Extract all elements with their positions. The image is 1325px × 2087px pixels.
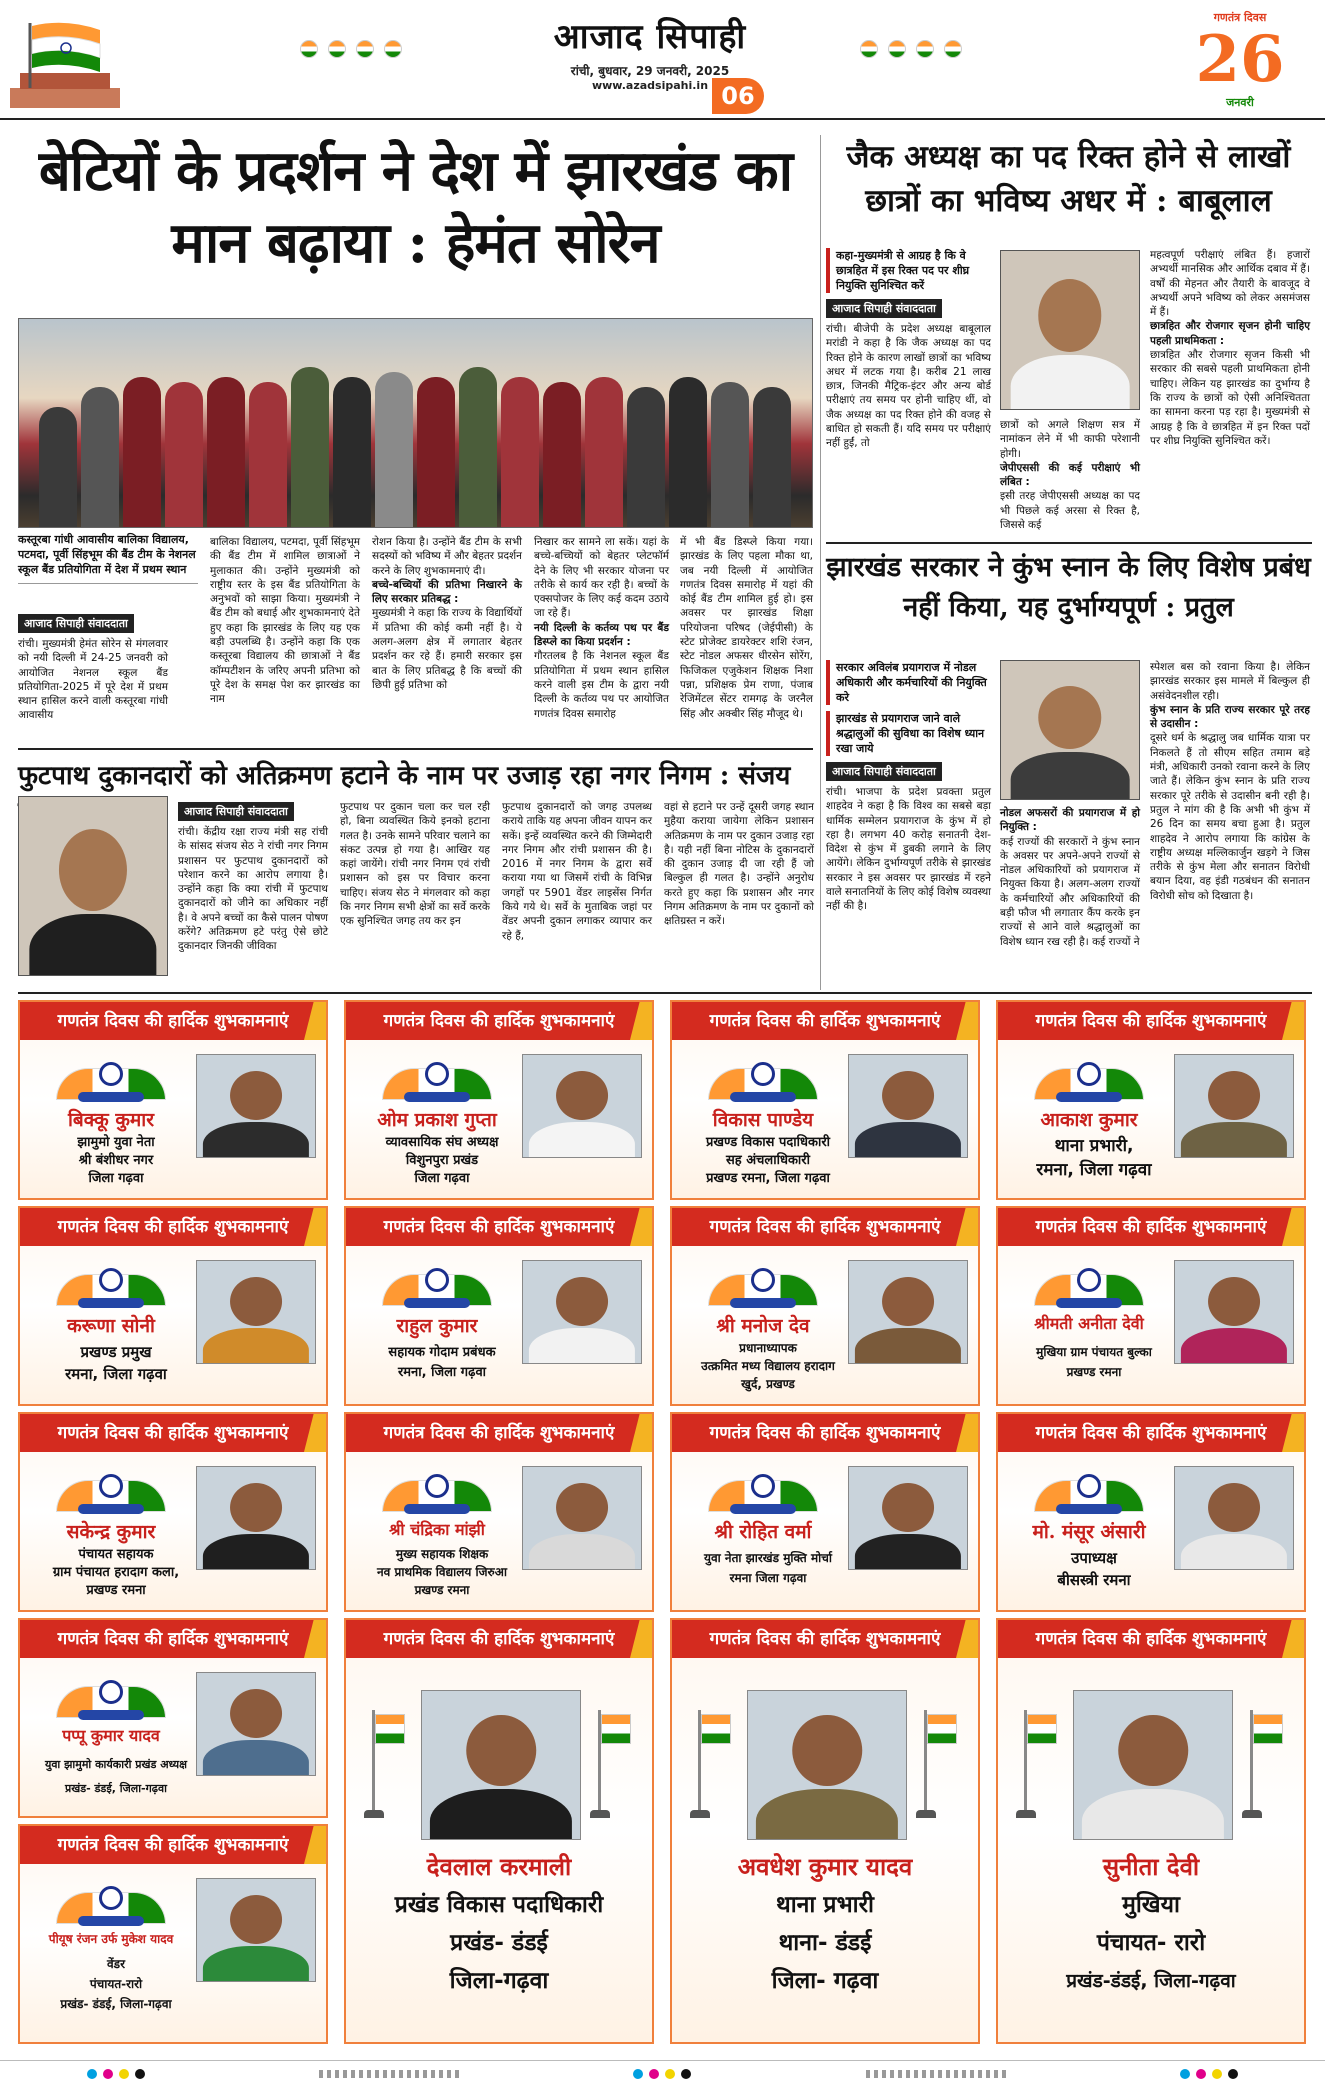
pratul-subhead-1: नोडल अफसरों की प्रयागराज में हो नियुक्ति : (1000, 807, 1140, 834)
lead-text-3a: रोशन किया है। उन्होंने बैंड टीम के सभी सदस्यों को भविष्य में और बेहतर प्रदर्शन करने के लिए शुभकामनाएं दी। (372, 536, 522, 577)
lead-byline: आजाद सिपाही संवाददाता (18, 614, 134, 633)
person-title: पंचायत-रारो (89, 1977, 143, 1991)
section-divider (826, 542, 1312, 544)
sanjay-column-3 (502, 800, 652, 943)
page-number: 06 (712, 78, 764, 114)
greeting-header: गणतंत्र दिवस की हार्दिक शुभकामनाएं (20, 1620, 326, 1658)
lead-text-3b: मुख्यमंत्री ने कहा कि राज्य के विद्यार्थियों में प्रतिभा की कोई कमी नहीं है। ये अलग-अलग क्षेत्र में लगातार बेहतर प्रदर्शन कर रहे हैं। हमारी सरकार इस बात के लिए प्रतिबद्ध है कि बच्चों की छिपी हुई प्रतिभा को (372, 607, 522, 691)
person-title: नव प्राथमिक विद्यालय जिरुआ (377, 1565, 507, 1579)
lead-subhead-2: नयी दिल्ली के कर्तव्य पथ पर बैंड डिस्प्ले का किया प्रदर्शन : (534, 621, 669, 649)
india-flag-icon (920, 1710, 958, 1820)
person-photo (522, 1054, 642, 1158)
happy-republic-day-logo-icon (708, 1262, 818, 1308)
greeting-header: गणतंत्र दिवस की हार्दिक शुभकामनाएं (672, 1002, 978, 1040)
pratul-text-1: रांची। भाजपा के प्रदेश प्रवक्ता प्रतुल शाहदेव ने कहा है कि विश्व का सबसे बड़ा धार्मिक सम्मेलन प्रयागराज के कुंभ में हो रहा है। लगभग 40 करोड़ सनातनी देश-विदेश से कुंभ में डुबकी लगाने के लिए आयेंगे। लेकिन दुर्भाग्यपूर्ण तरीके से झारखंड सरकार ने इस अवसर पर झारखंड में रहने वाले सनातनियों के लिए कोई विशेष व्यवस्था नहीं की है। (826, 786, 991, 913)
lead-column-2 (210, 535, 360, 707)
sanjay-byline: आजाद सिपाही संवाददाता (178, 802, 294, 821)
pratul-column-3 (1150, 660, 1310, 903)
person-title: रमना जिला गढ़वा (729, 1571, 807, 1585)
sanjay-text-2: फुटपाथ पर दुकान चला कर चल रही हो, बिना व्यवस्थित किये इनको हटाना गलत है। उनके सामने परिवार चलाने का संकट उत्पन्न हो गया है। आखिर यह कहां जायेंगे। रांची नगर निगम एवं रांची प्रशासन को इस पर विचार करना चाहिए। संजय सेठ ने मंगलवार को कहा कि नगर निगम सभी क्षेत्रों का सर्वे करके एक सुनिश्चित जगह तय कर इन (340, 801, 490, 928)
lead-column-3 (372, 535, 522, 692)
greeting-header: गणतंत्र दिवस की हार्दिक शुभकामनाएं (346, 1414, 652, 1452)
person-photo (1174, 1054, 1294, 1158)
ads-divider (18, 992, 1312, 994)
happy-republic-day-logo-icon (1034, 1468, 1144, 1514)
greeting-ad[interactable] (670, 1000, 980, 1200)
badge-number: 26 (1195, 22, 1285, 97)
india-flag-icon (694, 1710, 732, 1820)
babulal-column-3 (1150, 248, 1310, 448)
lead-column-4 (534, 535, 669, 721)
person-title: प्रखण्ड रमना, जिला गढ़वा (706, 1171, 830, 1186)
greeting-ad[interactable] (344, 1412, 654, 1612)
person-photo (196, 1054, 316, 1158)
person-photo (196, 1260, 316, 1364)
newspaper-title: आजाद सिपाही (553, 17, 747, 57)
person-title: रमना, जिला गढ़वा (397, 1365, 487, 1380)
lead-column-5 (680, 535, 813, 721)
happy-republic-day-logo-icon (1034, 1056, 1144, 1102)
india-flag-icon (1246, 1710, 1284, 1820)
masthead (0, 0, 1325, 120)
person-title: प्रखंड-डंडई, जिला-गढ़वा (1066, 1970, 1236, 1992)
column-divider (820, 135, 821, 990)
person-title: उपाध्यक्ष (1071, 1549, 1117, 1567)
happy-republic-day-logo-icon (56, 1674, 166, 1720)
person-title: जिला गढ़वा (88, 1171, 144, 1186)
sanjay-text-4: वहां से हटाने पर उन्हें दूसरी जगह स्थान मुहैया कराया जायेगा लेकिन प्रशासन अतिक्रमण के नाम पर दुकान उजाड़ रहा है। यही नहीं बिना नोटिस के दुकानदारों की दुकान उजाड़ दी जा रही हैं जो बिल्कुल ही गलत है। उन्होंने अनुरोध करते हुए कहा कि प्रशासन और नगर निगम अतिक्रमण के नाम पर दुकानों को क्षतिग्रस्त न करें। (664, 801, 814, 928)
lead-text-1: रांची। मुख्यमंत्री हेमंत सोरेन से मंगलवार को नयी दिल्ली में 24-25 जनवरी को आयोजित नेशनल स्कूल बैंड प्रतियोगिता-2025 में पूरे देश में प्रथम स्थान हासिल करने वाली कस्तूरबा गांधी आवासीय (18, 638, 168, 722)
person-photo (196, 1672, 316, 1776)
babulal-text-3: महत्वपूर्ण परीक्षाएं लंबित हैं। हजारों अभ्यर्थी मानसिक और आर्थिक दबाव में हैं। वर्षों की मेहनत और तैयारी के बावजूद वे अभ्यर्थी अपने भविष्य को लेकर असमंजस में हैं। (1150, 249, 1310, 319)
lead-subhead-1: बच्चे-बच्चियों की प्रतिभा निखारने के लिए सरकार प्रतिबद्ध : (372, 578, 522, 606)
person-name: सुनीता देवी (1102, 1852, 1200, 1881)
babulal-text-3b: छात्रहित और रोजगार सृजन किसी भी सरकार की सबसे पहली प्राथमिकता होनी चाहिए। लेकिन यह झारखंड का दुर्भाग्य है कि राज्य के छात्रों को ऐसी अनिश्चितता का सामना करना पड़ रहा है। मुख्यमंत्री से आग्रह है कि वे छात्रहित में इन रिक्त पदों पर शीघ्र नियुक्ति सुनिश्चित करें। (1150, 349, 1310, 447)
sanjay-column-4 (664, 800, 814, 929)
color-registration-marks (633, 2069, 691, 2079)
greeting-ad[interactable] (18, 1412, 328, 1612)
person-photo (421, 1690, 581, 1840)
color-registration-marks (1180, 2069, 1238, 2079)
person-title: मुखिया ग्राम पंचायत बुल्का (1036, 1345, 1152, 1359)
person-title: उत्क्रमित मध्य विद्यालय हरादाग (701, 1359, 835, 1373)
person-title: प्रखंड- डंडई, जिला-गढ़वा (60, 1997, 172, 2011)
person-title: प्रखण्ड रमना (414, 1583, 470, 1597)
greeting-header: गणतंत्र दिवस की हार्दिक शुभकामनाएं (672, 1208, 978, 1246)
babulal-text-1: रांची। बीजेपी के प्रदेश अध्यक्ष बाबूलाल मरांडी ने कहा है कि जैक अध्यक्ष का पद रिक्त होने के कारण लाखों छात्रों का भविष्य अधर में लटक गया है। करीब 21 लाख छात्र, जिनकी मैट्रिक-इंटर और अन्य बोर्ड परीक्षाएं तय समय पर होनी चाहिए थीं, वो जैक अध्यक्ष का पद रिक्त होने की वजह से बाधित हो सकती हैं। यदि समय पर परीक्षाएं नहीं हुईं, तो (826, 323, 991, 450)
person-title: युवा झामुमो कार्यकारी प्रखंड अध्यक्ष (44, 1758, 188, 1771)
greeting-header: गणतंत्र दिवस की हार्दिक शुभकामनाएं (998, 1414, 1304, 1452)
greeting-ad[interactable] (18, 1206, 328, 1406)
pratul-headline[interactable]: झारखंड सरकार ने कुंभ स्नान के लिए विशेष प्रबंध नहीं किया, यह दुर्भाग्यपूर्ण : प्रतुल (826, 552, 1311, 623)
person-title: प्रधानाध्यापक (739, 1341, 797, 1355)
person-name: अवधेश कुमार यादव (737, 1852, 913, 1881)
website-url[interactable]: www.azadsipahi.in (591, 79, 709, 92)
sanjay-headline[interactable]: फुटपाथ दुकानदारों को अतिक्रमण हटाने के नाम पर उजाड़ रहा नगर निगम : संजय (18, 748, 813, 828)
issue-date: रांची, बुधवार, 29 जनवरी, 2025 (570, 64, 730, 78)
person-title: थाना प्रभारी, (1054, 1136, 1134, 1156)
person-title: खुर्द, प्रखण्ड (741, 1377, 795, 1391)
person-name: श्री चंद्रिका मांझी (389, 1520, 485, 1539)
sanjay-portrait (18, 796, 168, 976)
happy-republic-day-logo-icon (708, 1056, 818, 1102)
person-name: राहुल कुमार (396, 1315, 478, 1337)
greeting-ad[interactable] (996, 1412, 1306, 1612)
greeting-header: गणतंत्र दिवस की हार्दिक शुभकामनाएं (998, 1208, 1304, 1246)
happy-republic-day-logo-icon (56, 1880, 166, 1926)
sanjay-column-2 (340, 800, 490, 929)
pratul-pullquote-1: सरकार अविलंब प्रयागराज में नोडल अधिकारी और कर्मचारियों की नियुक्ति करे (826, 660, 991, 705)
happy-republic-day-logo-icon (56, 1262, 166, 1308)
badge-month: जनवरी (1226, 96, 1254, 109)
babulal-subhead-2: छात्रहित और रोजगार सृजन होनी चाहिए पहली प्राथमिकता : (1150, 320, 1310, 347)
pratul-portrait (1000, 660, 1140, 800)
person-title: थाना प्रभारी (776, 1892, 874, 1918)
greeting-ad[interactable] (996, 1000, 1306, 1200)
greeting-header: गणतंत्र दिवस की हार्दिक शुभकामनाएं (20, 1414, 326, 1452)
person-photo (848, 1466, 968, 1570)
person-photo (848, 1054, 968, 1158)
greeting-ad[interactable] (670, 1206, 980, 1406)
lead-story (18, 135, 813, 279)
person-photo (1073, 1690, 1233, 1840)
person-photo (848, 1260, 968, 1364)
greeting-ad[interactable] (996, 1206, 1306, 1406)
person-photo (522, 1260, 642, 1364)
decorative-balloons-left (300, 40, 402, 58)
greeting-header: गणतंत्र दिवस की हार्दिक शुभकामनाएं (20, 1208, 326, 1246)
person-title: युवा नेता झारखंड मुक्ति मोर्चा (704, 1551, 832, 1565)
person-title: वेंडर (106, 1957, 125, 1971)
person-title: श्री बंशीधर नगर (78, 1153, 154, 1168)
babulal-column-1 (826, 248, 991, 451)
page-footer (0, 2060, 1325, 2087)
babulal-subhead-1: जेपीएससी की कई परीक्षाएं भी लंबित : (1000, 461, 1140, 489)
greeting-header: गणतंत्र दिवस की हार्दिक शुभकामनाएं (672, 1414, 978, 1452)
pratul-column-1 (826, 660, 991, 914)
person-photo (1174, 1260, 1294, 1364)
india-flag-icon (1020, 1710, 1058, 1820)
lead-text-2: बालिका विद्यालय, पटमदा, पूर्वी सिंहभूम की बैंड टीम में शामिल छात्राओं ने मुलाकात की। उन्होंने मुख्यमंत्री को राष्ट्रीय स्तर के इस बैंड प्रतियोगिता के अनुभवों को साझा किया। मुख्यमंत्री ने बैंड टीम को बधाई और शुभकामनाएं देते हुए कहा कि झारखंड के लिए यह एक बड़ी उपलब्धि है। उन्होंने कहा कि एक कस्तूरबा विद्यालय की छात्राओं ने बैंड कॉम्पटीशन के जरिए अपनी प्रतिभा को पूरे देश के समक्ष पेश कर झारखंड का नाम (210, 536, 360, 706)
lead-column-1 (18, 608, 168, 723)
person-photo (1174, 1466, 1294, 1570)
person-title: प्रखंड- डंडई, जिला-गढ़वा (65, 1782, 167, 1795)
pratul-story (826, 548, 1311, 628)
person-name: श्री मनोज देव (716, 1315, 810, 1337)
footer-rule (866, 2070, 1006, 2078)
republic-day-badge (1175, 10, 1305, 110)
person-photo (196, 1878, 316, 1982)
sanjay-text-3: फुटपाथ दुकानदारों को जगह उपलब्ध कराये ताकि यह अपना जीवन यापन कर सकें। इन्हें व्यवस्थित करने की जिम्मेदारी नगर निगम और रांची प्रशासन की है। 2016 में नगर निगम के द्वारा सर्वे कराया गया था जिसमें रांची के विभिन्न जगहों पर 5901 वेंडर लाइसेंस निर्गत किये गये थे। सर्वे के मुताबिक जहां पर वेंडर अपनी दुकान लगाकर व्यापार कर रहे हैं, (502, 801, 653, 942)
greeting-header: गणतंत्र दिवस की हार्दिक शुभकामनाएं (346, 1208, 652, 1246)
person-name: ओम प्रकाश गुप्ता (377, 1109, 497, 1131)
person-title: प्रखण्ड रमना (1066, 1365, 1122, 1379)
babulal-pullquote: कहा-मुख्यमंत्री से आग्रह है कि वे छात्रहित में इस रिक्त पद पर शीघ्र नियुक्ति सुनिश्चित करें (826, 248, 991, 293)
india-flag-icon (10, 18, 120, 108)
person-title: प्रखंड विकास पदाधिकारी (394, 1892, 604, 1918)
person-title: थाना- डंडई (778, 1930, 872, 1956)
person-title: प्रखण्ड रमना (86, 1583, 146, 1598)
greeting-header: गणतंत्र दिवस की हार्दिक शुभकामनाएं (346, 1002, 652, 1040)
greeting-ad[interactable] (670, 1412, 980, 1612)
person-title: मुखिया (1122, 1892, 1180, 1918)
greeting-ad-large[interactable] (996, 1618, 1306, 2044)
person-title: विशुनपुरा प्रखंड (405, 1153, 479, 1168)
pratul-pullquote-2: झारखंड से प्रयागराज जाने वाले श्रद्धालुओं की सुविधा का विशेष ध्यान रखा जाये (826, 711, 991, 756)
greeting-ads (18, 1000, 1308, 2060)
babulal-story (826, 135, 1311, 223)
band-team-photo (18, 318, 813, 528)
babulal-headline[interactable]: जैक अध्यक्ष का पद रिक्त होने से लाखों छात्रों का भविष्य अधर में : बाबूलाल (846, 139, 1291, 219)
greeting-ad[interactable] (18, 1618, 328, 1818)
india-flag-icon (368, 1710, 406, 1820)
person-title: सह अंचलाधिकारी (726, 1153, 810, 1168)
greeting-ad[interactable] (344, 1206, 654, 1406)
decorative-balloons-right (860, 40, 962, 58)
person-title: बीसस्त्री रमना (1057, 1571, 1131, 1589)
happy-republic-day-logo-icon (708, 1468, 818, 1514)
pratul-text-3b: दूसरे धर्म के श्रद्धालु जब धार्मिक यात्रा पर निकलते हैं तो सीएम सहित तमाम बड़े मंत्री, अधिकारी उनको रवाना करने के लिए जाते हैं। लेकिन कुंभ स्नान के प्रति राज्य सरकार पूरे तरीके से उदासीन बनी रही है। प्रतुल ने मांग की है कि अभी भी कुंभ में 26 दिन का समय बचा हुआ है। प्रतुल शाहदेव ने आरोप लगाया कि कांग्रेस के राष्ट्रीय अध्यक्ष मल्लिकार्जुन खड़गे ने जिस तरीके से कुंभ मेला और सनातन विरोधी बयान दिया, वह इंडी गठबंधन की सनातन विरोधी सोच को दिखाता है। (1150, 732, 1310, 902)
person-name: श्री रोहित वर्मा (714, 1521, 812, 1543)
babulal-portrait (1000, 250, 1140, 410)
pratul-column-2 (1000, 806, 1140, 949)
person-name: श्रीमती अनीता देवी (1034, 1314, 1144, 1333)
pratul-subhead-2: कुंभ स्नान के प्रति राज्य सरकार पूरे तरह से उदासीन : (1150, 703, 1310, 731)
person-title: झामुमो युवा नेता (77, 1135, 155, 1150)
india-flag-icon (594, 1710, 632, 1820)
person-title: रमना, जिला गढ़वा (65, 1365, 167, 1383)
person-name: पप्पू कुमार यादव (62, 1726, 160, 1745)
person-photo (522, 1466, 642, 1570)
greeting-header: गणतंत्र दिवस की हार्दिक शुभकामनाएं (998, 1620, 1304, 1658)
happy-republic-day-logo-icon (382, 1056, 492, 1102)
person-title: जिला- गढ़वा (771, 1968, 879, 1994)
greeting-header: गणतंत्र दिवस की हार्दिक शुभकामनाएं (346, 1620, 652, 1658)
greeting-ad[interactable] (344, 1000, 654, 1200)
lead-headline[interactable]: बेटियों के प्रदर्शन ने देश में झारखंड का मान बढ़ाया : हेमंत सोरेन (38, 138, 793, 276)
badge-label: गणतंत्र दिवस (1213, 11, 1267, 24)
photo-caption: कस्तूरबा गांधी आवासीय बालिका विद्यालय, पटमदा, पूर्वी सिंहभूम की बैंड टीम के नेशनल स्कूल बैंड प्रतियोगिता में देश में प्रथम स्थान (18, 532, 198, 584)
footer-rule (319, 2070, 459, 2078)
greeting-header: गणतंत्र दिवस की हार्दिक शुभकामनाएं (672, 1620, 978, 1658)
lead-text-5: में भी बैंड डिस्प्ले किया गया। झारखंड के लिए पहला मौका था, जब नयी दिल्ली में आयोजित गणतंत्र दिवस समारोह में यहां की कोई बैंड टीम शामिल हुई हो। इस अवसर पर झारखंड शिक्षा परियोजना परिषद (जेईपीसी) के स्टेट प्रोजेक्ट डायरेक्टर शशि रंजन, स्टेट नोडल अफसर धीरसेन सोरेंग, फिजिकल एजुकेशन शिक्षक निशा पन्ना, प्रशिक्षक प्रेम राणा, पंजाब रेजिमेंटल सेंटर रामगढ़ के जरनैल सिंह और अक्बीर सिंह मौजूद थे। (680, 536, 813, 720)
person-photo (747, 1690, 907, 1840)
babulal-text-2b: इसी तरह जेपीएससी अध्यक्ष का पद भी पिछले कई अरसा से रिक्त है, जिससे कई (1000, 490, 1140, 532)
greeting-ad-large[interactable] (670, 1618, 980, 2044)
person-title: जिला-गढ़वा (449, 1968, 549, 1994)
person-title: जिला गढ़वा (414, 1171, 470, 1186)
person-name: सकेन्द्र कुमार (66, 1521, 156, 1543)
person-name: आकाश कुमार (1040, 1109, 1138, 1131)
greeting-header: गणतंत्र दिवस की हार्दिक शुभकामनाएं (998, 1002, 1304, 1040)
sanjay-column-1 (178, 796, 328, 954)
pratul-byline: आजाद सिपाही संवाददाता (826, 762, 942, 781)
greeting-ad[interactable] (18, 1000, 328, 1200)
person-name: विकास पाण्डेय (712, 1109, 814, 1131)
greeting-ad-large[interactable] (344, 1618, 654, 2044)
lead-text-4b: गौरतलब है कि नेशनल स्कूल बैंड प्रतियोगिता में प्रथम स्थान हासिल करने वाली इस टीम के द्वारा नयी दिल्ली के कर्तव्य पथ पर आयोजित गणतंत्र दिवस समारोह (534, 650, 669, 720)
person-title: ग्राम पंचायत हरादाग कला, (52, 1565, 180, 1580)
person-name: मो. मंसूर अंसारी (1032, 1521, 1146, 1543)
color-registration-marks (87, 2069, 145, 2079)
happy-republic-day-logo-icon (56, 1056, 166, 1102)
person-title: प्रखण्ड विकास पदाधिकारी (706, 1135, 830, 1150)
happy-republic-day-logo-icon (382, 1262, 492, 1308)
lead-text-4a: निखार कर सामने ला सकें। यहां के बच्चे-बच्चियों को बेहतर प्लेटफॉर्म देने के लिए भी सरकार योजना पर तरीके से कार्य कर रही है। बच्चों के एक्सपोजर के लिए कई कदम उठाये जा रहे हैं। (534, 536, 669, 620)
person-name: पीयूष रंजन उर्फ मुकेश यादव (48, 1932, 174, 1946)
sanjay-text-1: रांची। केंद्रीय रक्षा राज्य मंत्री सह रांची के सांसद संजय सेठ ने रांची नगर निगम प्रशासन पर फुटपाथ दुकानदारों को परेशान करने का आरोप लगाया है। उन्होंने कहा कि क्या रांची में फुटपाथ दुकानदारों को जीने का अधिकार नहीं है। वे अपने बच्चों का कैसे पालन पोषण करेंगे? अतिक्रमण हटे परंतु ऐसे छोटे दुकानदार जिनकी जीविका (178, 826, 328, 953)
babulal-column-2 (1000, 418, 1140, 532)
happy-republic-day-logo-icon (382, 1468, 492, 1514)
babulal-byline: आजाद सिपाही संवाददाता (826, 299, 942, 318)
person-title: रमना, जिला गढ़वा (1036, 1160, 1152, 1180)
person-title: पंचायत- रारो (1096, 1930, 1206, 1956)
person-title: पंचायत सहायक (78, 1547, 154, 1562)
person-title: मुख्य सहायक शिक्षक (395, 1547, 489, 1561)
person-name: देवलाल करमाली (426, 1852, 572, 1881)
greeting-header: गणतंत्र दिवस की हार्दिक शुभकामनाएं (20, 1002, 326, 1040)
pratul-text-3: स्पेशल बस को रवाना किया है। लेकिन झारखंड सरकार इस मामले में बिल्कुल ही असंवेदनशील रही। (1150, 661, 1310, 702)
greeting-ad[interactable] (18, 1824, 328, 2044)
greeting-header: गणतंत्र दिवस की हार्दिक शुभकामनाएं (20, 1826, 326, 1864)
person-photo (196, 1466, 316, 1570)
pratul-text-2: कई राज्यों की सरकारों ने कुंभ स्नान के अवसर पर अपने-अपने राज्यों से नोडल अधिकारियों को प्रयागराज में नियुक्त किया है। अलग-अलग राज्यों के कर्मचारियों और अधिकारियों की बड़ी फौज भी लगातार कैंप करके इन राज्यों से आने वाले श्रद्धालुओं का विशेष ध्यान रख रही है। कई राज्यों ने (1000, 835, 1140, 948)
happy-republic-day-logo-icon (1034, 1262, 1144, 1308)
person-name: बिक्कू कुमार (68, 1109, 154, 1131)
person-name: करूणा सोनी (67, 1315, 155, 1337)
person-title: प्रखंड- डंडई (450, 1930, 548, 1956)
happy-republic-day-logo-icon (56, 1468, 166, 1514)
babulal-text-2: छात्रों को अगले शिक्षण सत्र में नामांकन लेने में भी काफी परेशानी होगी। (1000, 419, 1140, 460)
person-title: सहायक गोदाम प्रबंधक (388, 1345, 496, 1360)
person-title: प्रखण्ड प्रमुख (80, 1343, 152, 1361)
person-title: व्यावसायिक संघ अध्यक्ष (385, 1135, 499, 1150)
